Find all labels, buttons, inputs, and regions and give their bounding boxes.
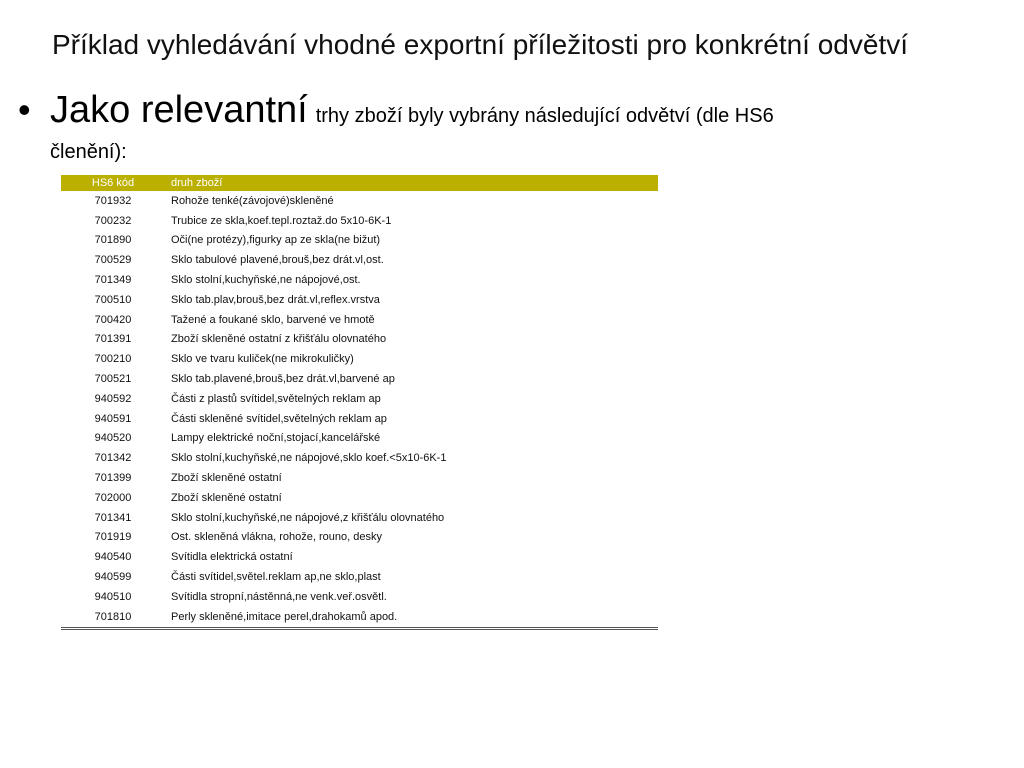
goods-type-cell: Části skleněné svítidel,světelných reklam ap [171,412,387,425]
goods-type-cell: Zboží skleněné ostatní [171,491,282,504]
bullet-lead-text: Jako relevantní [50,89,308,131]
table-row [61,270,658,290]
hs6-code-cell: 940510 [94,590,132,603]
table-body [61,191,658,628]
table-row [61,231,658,251]
table-row [61,290,658,310]
goods-type-cell: Zboží skleněné ostatní [171,472,282,485]
table-row [61,508,658,528]
table-row [61,567,658,587]
hs6-code-cell: 701399 [94,472,132,485]
goods-type-cell: Oči(ne protézy),figurky ap ze skla(ne bižut) [171,234,381,247]
goods-type-cell: Trubice ze skla,koef.tepl.roztaž.do 5x10-6K-1 [171,214,392,227]
goods-type-cell: Rohože tenké(závojové)skleněné [171,194,334,207]
table-row [61,587,658,607]
table-row [61,468,658,488]
table-row [61,349,658,369]
bullet-rest-text: trhy zboží byly vybrány následující odvětví (dle HS6 [315,105,774,127]
table-row [61,448,658,468]
goods-type-cell: Svítidla elektrická ostatní [171,551,293,564]
hs6-table [61,175,658,630]
goods-type-cell: Lampy elektrické noční,stojací,kancelářské [171,432,381,445]
hs6-code-cell: 701391 [94,333,132,346]
table-row [61,547,658,567]
goods-type-cell: Sklo tab.plav,brouš,bez drát.vl,reflex.vrstva [171,293,380,306]
hs6-code-cell: 700210 [94,353,132,366]
hs6-code-cell: 700529 [94,254,132,267]
hs6-code-cell: 701890 [94,234,132,247]
table-row [61,211,658,231]
hs6-code-cell: 701919 [94,531,132,544]
bullet-block [18,88,878,166]
goods-type-cell: Perly skleněné,imitace perel,drahokamů apod. [165,607,658,628]
column-header-goods-type: druh zboží [165,175,658,191]
bullet-continuation-text: členění): [50,141,127,163]
bullet-line [18,88,878,132]
table-row [61,250,658,270]
table-row [61,429,658,449]
bullet-dot-icon: • [18,89,31,130]
hs6-code-cell: 940520 [94,432,132,445]
goods-type-cell: Části z plastů svítidel,světelných reklam ap [171,392,381,405]
hs6-code-cell: 700510 [94,293,132,306]
hs6-code-cell: 940591 [94,412,132,425]
hs6-code-cell: 702000 [94,491,132,504]
goods-type-cell: Sklo stolní,kuchyňské,ne nápojové,z křišťálu olovnatého [171,511,445,524]
table-row [61,607,658,628]
table-row [61,369,658,389]
goods-type-cell: Zboží skleněné ostatní z křišťálu olovnatého [171,333,387,346]
goods-type-cell: Sklo tab.plavené,brouš,bez drát.vl,barvené ap [171,373,395,386]
hs6-code-cell: 701810 [61,607,165,628]
hs6-code-cell: 700521 [94,373,132,386]
table-row [61,488,658,508]
hs6-code-cell: 700420 [94,313,132,326]
table-row [61,191,658,211]
hs6-code-cell: 701342 [94,452,132,465]
table-row [61,310,658,330]
slide-title: Příklad vyhledávání vhodné exportní příležitosti pro konkrétní odvětví [51,29,909,60]
goods-type-cell: Tažené a foukané sklo, barvené ve hmotě [171,313,375,326]
goods-type-cell: Sklo stolní,kuchyňské,ne nápojové,sklo koef.<5x10-6K-1 [171,452,447,465]
goods-type-cell: Části svítidel,světel.reklam ap,ne sklo,plast [171,571,381,584]
hs6-code-cell: 701341 [94,511,132,524]
goods-type-cell: Sklo stolní,kuchyňské,ne nápojové,ost. [171,274,361,287]
table-header-row [61,175,658,191]
hs6-code-cell: 701932 [94,194,132,207]
hs6-code-cell: 701349 [94,274,132,287]
column-header-hs6-code: HS6 kód [61,175,165,191]
hs6-code-cell: 940540 [94,551,132,564]
table-row [61,528,658,548]
table-row [61,409,658,429]
hs6-code-cell: 940592 [94,392,132,405]
table-row [61,389,658,409]
hs6-code-cell: 700232 [94,214,132,227]
goods-type-cell: Sklo ve tvaru kuliček(ne mikrokuličky) [171,353,354,366]
goods-type-cell: Svítidla stropní,nástěnná,ne venk.veř.osvětl. [171,590,387,603]
goods-type-cell: Sklo tabulové plavené,brouš,bez drát.vl,ost. [171,254,384,267]
table-row [61,330,658,350]
hs6-code-cell: 940599 [94,571,132,584]
goods-type-cell: Ost. skleněná vlákna, rohože, rouno, desky [171,531,382,544]
